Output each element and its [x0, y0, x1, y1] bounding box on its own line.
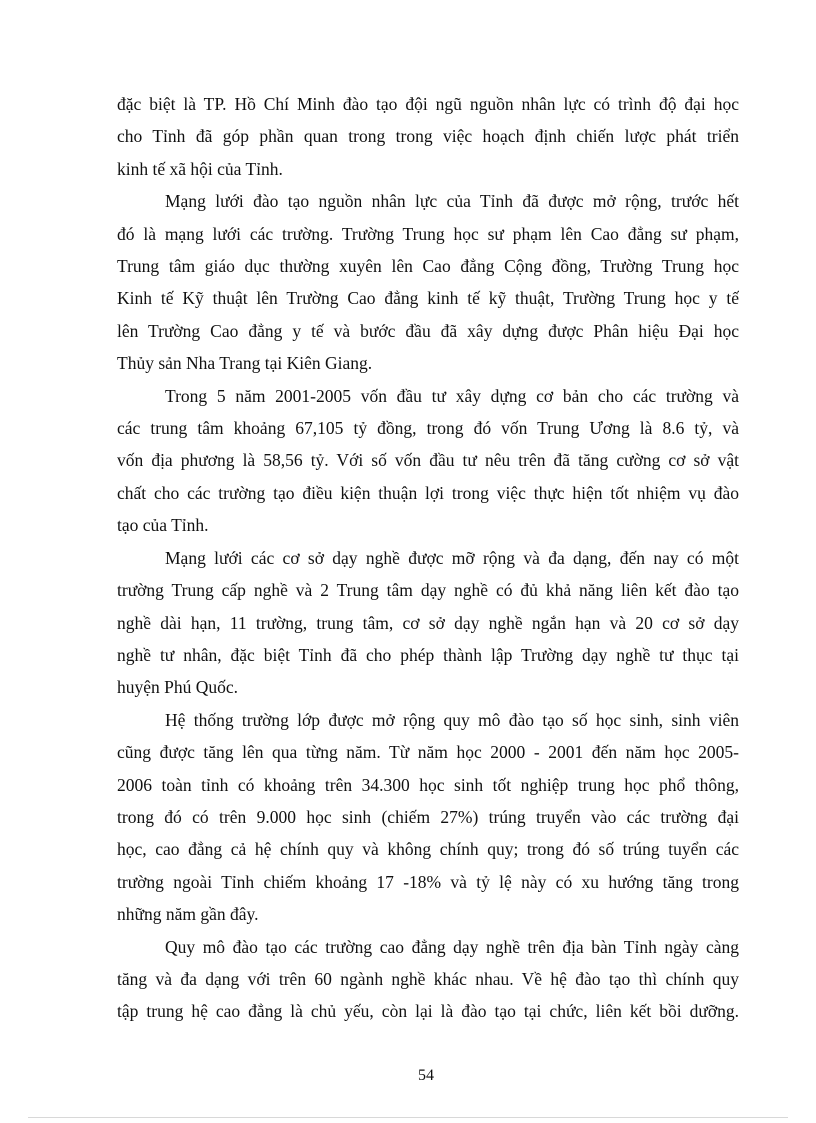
text-line: lên Trường Cao đẳng y tế và bước đầu đã xây dựng được Phân hiệu Đại học	[117, 320, 739, 341]
text-line: trường Trung cấp nghề và 2 Trung tâm dạy nghề có đủ khả năng liên kết đào tạo	[117, 580, 739, 601]
text-line: cũng được tăng lên qua từng năm. Từ năm học 2000 - 2001 đến năm học 2005-	[117, 742, 739, 763]
paragraph	[117, 380, 739, 542]
text-line: Trong 5 năm 2001-2005 vốn đầu tư xây dựng cơ bản cho các trường và	[165, 385, 739, 406]
text-line: Quy mô đào tạo các trường cao đẳng dạy nghề trên địa bàn Tỉnh ngày càng	[165, 936, 739, 957]
text-line: huyện Phú Quốc.	[117, 677, 239, 698]
paragraph	[117, 88, 739, 185]
text-line: Thủy sản Nha Trang tại Kiên Giang.	[117, 353, 373, 374]
text-line: học, cao đẳng cả hệ chính quy và không chính quy; trong đó số trúng tuyển các	[117, 839, 739, 860]
text-line: Mạng lưới đào tạo nguồn nhân lực của Tỉnh đã được mở rộng, trước hết	[165, 191, 739, 212]
text-line: Hệ thống trường lớp được mở rộng quy mô đào tạo số học sinh, sinh viên	[165, 709, 739, 730]
text-line: chất cho các trường tạo điều kiện thuận lợi trong việc thực hiện tốt nhiệm vụ đào	[117, 482, 739, 503]
bottom-divider	[28, 1117, 788, 1118]
text-line: Kinh tế Kỹ thuật lên Trường Cao đẳng kinh tế kỹ thuật, Trường Trung học y tế	[117, 288, 739, 309]
text-line: tăng và đa dạng với trên 60 ngành nghề khác nhau. Về hệ đào tạo thì chính quy	[117, 968, 739, 989]
text-line: nghề tư nhân, đặc biệt Tỉnh đã cho phép thành lập Trường dạy nghề tư thục tại	[117, 644, 739, 665]
text-line: 2006 toàn tỉnh có khoảng trên 34.300 học sinh tốt nghiệp trung học phổ thông,	[117, 774, 739, 795]
text-line: trường ngoài Tỉnh chiếm khoảng 17 -18% và tỷ lệ này có xu hướng tăng trong	[117, 871, 739, 892]
paragraph	[117, 931, 739, 1028]
text-line: các trung tâm khoảng 67,105 tỷ đồng, trong đó vốn Trung Ương là 8.6 tỷ, và	[117, 418, 739, 439]
text-line: tạo của Tỉnh.	[117, 515, 209, 536]
text-line: trong đó có trên 9.000 học sinh (chiếm 27%) trúng truyển vào các trường đại	[117, 806, 739, 827]
text-line: nghề dài hạn, 11 trường, trung tâm, cơ sở dạy nghề ngắn hạn và 20 cơ sở dạy	[117, 612, 739, 633]
text-line: Mạng lưới các cơ sở dạy nghề được mỡ rộng và đa dạng, đến nay có một	[165, 547, 739, 568]
text-line: đặc biệt là TP. Hồ Chí Minh đào tạo đội ngũ nguồn nhân lực có trình độ đại học	[117, 94, 739, 114]
text-line: vốn địa phương là 58,56 tỷ. Với số vốn đầu tư nêu trên đã tăng cường cơ sở vật	[117, 450, 739, 471]
text-line: tập trung hệ cao đẳng là chủ yếu, còn lại là đào tạo tại chức, liên kết bồi dưỡng.	[117, 1001, 739, 1022]
document-body	[117, 88, 739, 1028]
text-line: những năm gần đây.	[117, 904, 259, 925]
page-number: 54	[418, 1067, 434, 1084]
text-line: Trung tâm giáo dục thường xuyên lên Cao đẳng Cộng đồng, Trường Trung học	[117, 256, 739, 277]
paragraph	[117, 185, 739, 379]
paragraph	[117, 542, 739, 704]
text-line: cho Tỉnh đã góp phần quan trong trong việc hoạch định chiến lược phát triển	[117, 126, 739, 147]
paragraph	[117, 704, 739, 931]
text-line: kinh tế xã hội của Tỉnh.	[117, 158, 283, 179]
text-line: đó là mạng lưới các trường. Trường Trung học sư phạm lên Cao đẳng sư phạm,	[117, 223, 739, 244]
